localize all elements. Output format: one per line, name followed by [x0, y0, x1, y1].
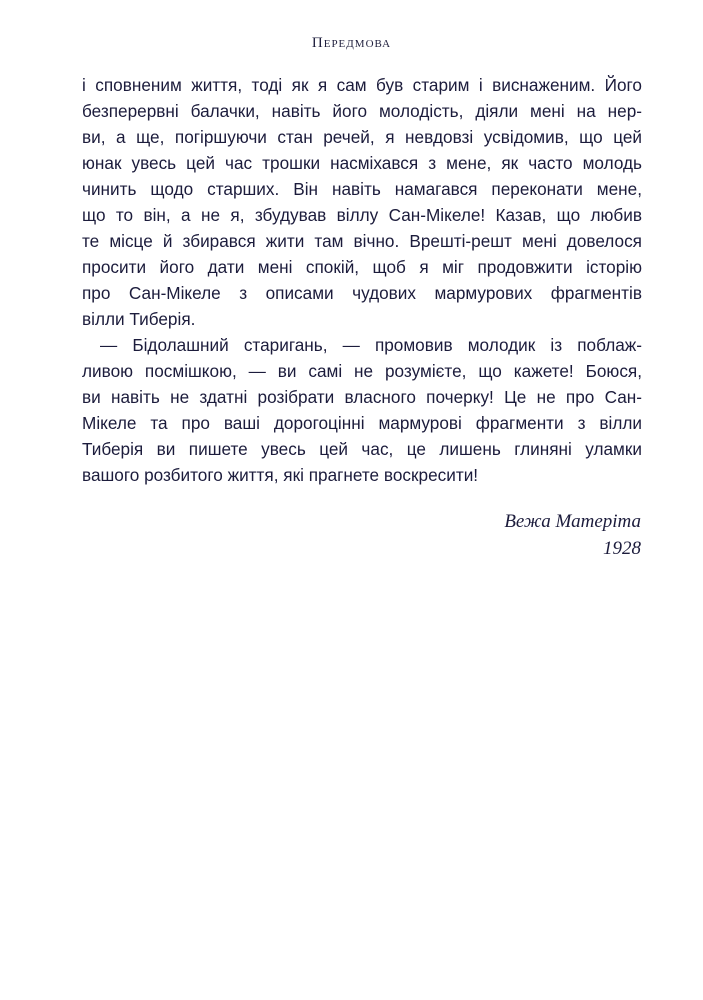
text-line: ви, а ще, погіршуючи стан речей, я невдовзі усвідомив, що цей — [82, 127, 642, 147]
text-line: Тиберія ви пишете увесь цей час, це лишень глиняні уламки — [82, 439, 642, 459]
signature-year: 1928 — [603, 538, 641, 559]
signature-place: Вежа Матеріта — [504, 511, 641, 532]
body-text — [82, 72, 642, 488]
text-line: юнак увесь цей час трошки насміхався з мене, як часто молодь — [82, 153, 642, 173]
signature — [504, 508, 641, 562]
text-line: вашого розбитого життя, які прагнете воскресити! — [82, 465, 479, 485]
text-line: ливою посмішкою, — ви самі не розумієте, що кажете! Боюся, — [82, 361, 642, 381]
text-line: Мікеле та про ваші дорогоцінні мармурові фрагменти з вілли — [82, 413, 642, 433]
text-line: те місце й збирався жити там вічно. Врешті-решт мені довелося — [82, 231, 642, 251]
text-line: про Сан-Мікеле з описами чудових мармурових фрагментів — [82, 283, 642, 303]
text-line: просити його дати мені спокій, щоб я міг продовжити історію — [82, 257, 642, 277]
text-line: чинить щодо старших. Він навіть намагався переконати мене, — [82, 179, 642, 199]
text-line: ви навіть не здатні розібрати власного почерку! Це не про Сан- — [82, 387, 642, 407]
text-line: безперервні балачки, навіть його молодість, діяли мені на нер- — [82, 101, 642, 121]
text-line: що то він, а не я, збудував віллу Сан-Мікеле! Казав, що любив — [82, 205, 642, 225]
text-line: і сповненим життя, тоді як я сам був старим і виснаженим. Його — [82, 75, 642, 95]
running-head: Передмова — [311, 35, 392, 51]
text-line: — Бідолашний старигань, — промовив молодик із поблаж- — [100, 335, 642, 355]
text-line: вілли Тиберія. — [82, 309, 196, 329]
